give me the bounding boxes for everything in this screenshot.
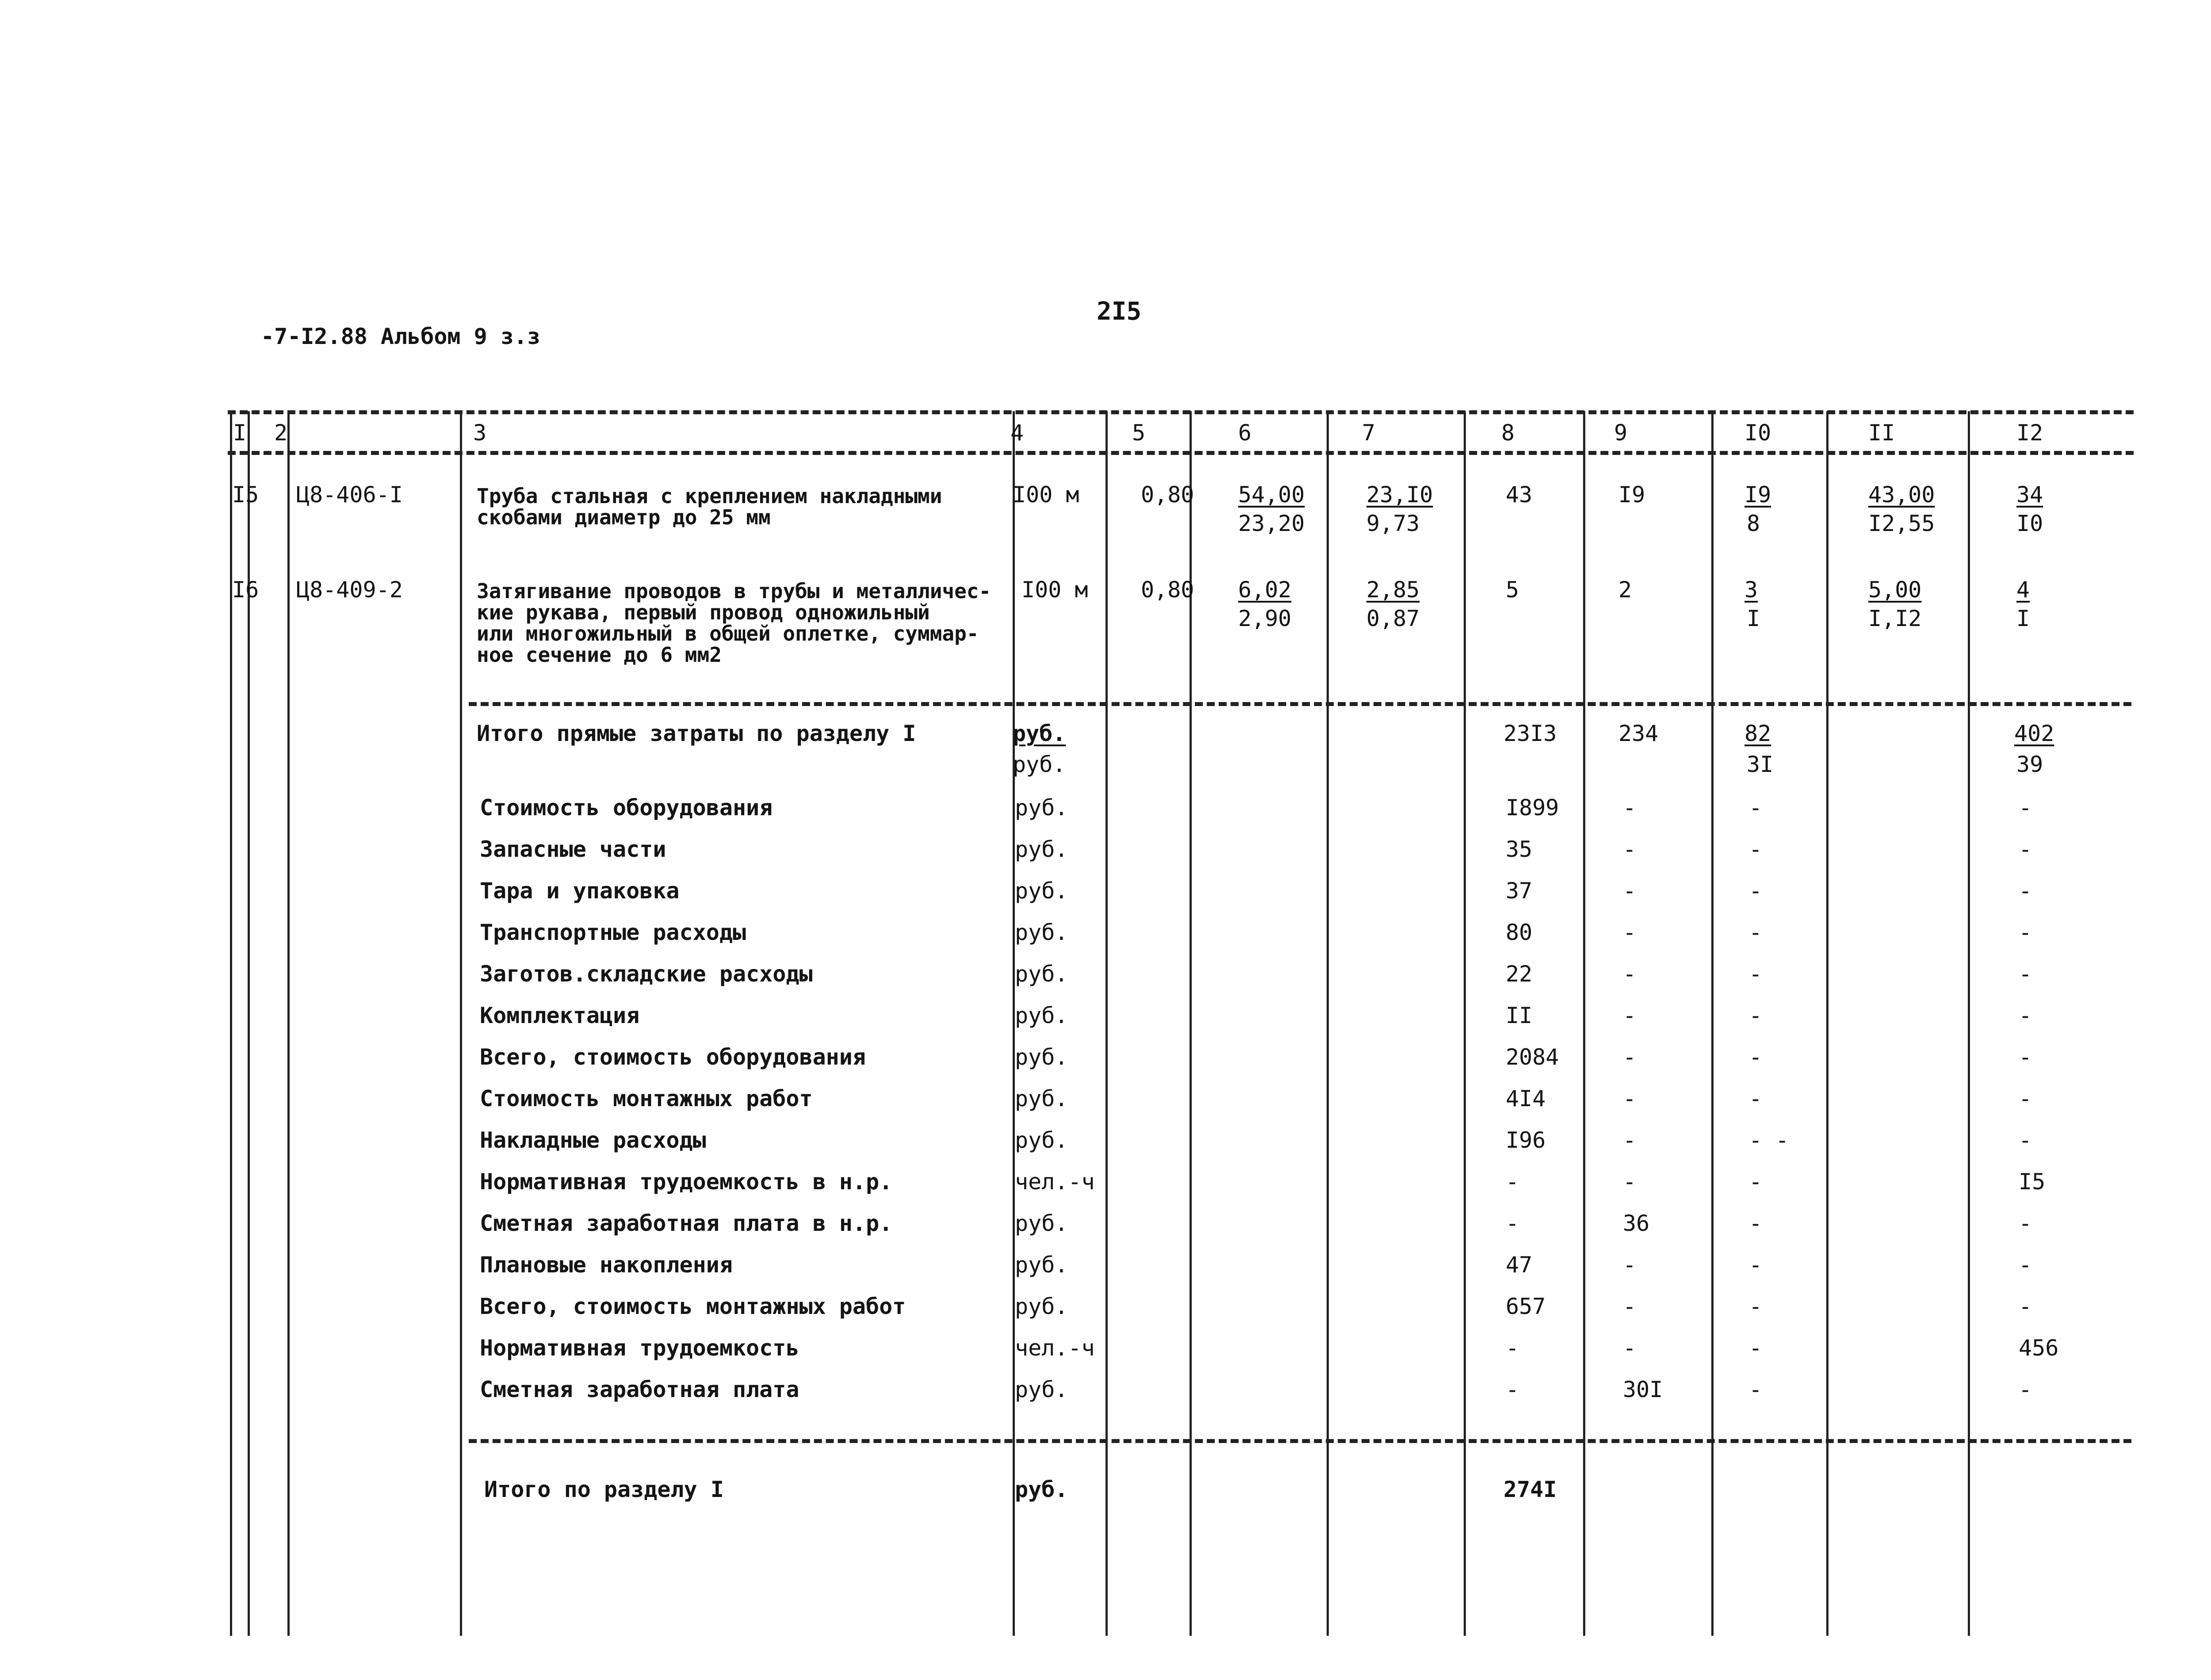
- col-rule-6: [1106, 411, 1108, 1636]
- summary-label: Комплектация: [480, 1003, 640, 1028]
- summary-labor: I5: [2019, 1169, 2046, 1195]
- header-top-rule: [228, 410, 2134, 414]
- summary-unit: руб.: [1015, 1127, 1068, 1153]
- summary-machines: -: [1749, 1377, 1763, 1402]
- summary-cost: -: [1506, 1210, 1519, 1236]
- summary-cost: -: [1506, 1377, 1519, 1402]
- summary-labor: -: [2019, 920, 2032, 945]
- summary-cost: -: [1506, 1169, 1519, 1195]
- machines-wages-total: I: [1747, 606, 1760, 631]
- unit: I00 м: [1013, 482, 1079, 508]
- summary-machines: -: [1749, 1169, 1763, 1195]
- col-header-10: I0: [1744, 420, 1771, 446]
- header-bottom-rule: [228, 451, 2134, 455]
- summary-cost: 2084: [1506, 1044, 1559, 1070]
- summary-label: Всего, стоимость монтажных работ: [480, 1294, 906, 1319]
- description-line: кие рукава, первый провод одножильный: [477, 600, 930, 624]
- summary-cost: 37: [1506, 878, 1533, 904]
- summary-cost: 22: [1506, 961, 1533, 987]
- description-line: Затягивание проводов в трубы и металличес-: [477, 579, 991, 603]
- total-direct-labor-machines: 39: [2016, 752, 2043, 777]
- rate-code: Ц8-409-2: [296, 577, 403, 603]
- col-rule-3: [287, 411, 290, 1636]
- unit-cost-machines: 23,I0: [1366, 482, 1433, 508]
- col-rule-9: [1464, 411, 1466, 1636]
- page-number: 2I5: [1097, 297, 1142, 326]
- unit-cost-wages: 2,90: [1238, 606, 1292, 631]
- summary-wages: -: [1623, 920, 1637, 945]
- machines-total: 3: [1744, 577, 1758, 603]
- col-header-9: 9: [1614, 420, 1628, 446]
- total-direct-machines: 82: [1744, 721, 1771, 746]
- summary-machines: -: [1749, 1086, 1763, 1111]
- summary-unit: чел.-ч: [1015, 1335, 1095, 1361]
- col-rule-4: [460, 411, 462, 1636]
- total-cost: 43: [1506, 482, 1533, 508]
- summary-cost: -: [1506, 1335, 1519, 1361]
- labor-total-machines: I0: [2016, 511, 2043, 536]
- summary-label: Тара и упаковка: [480, 878, 680, 904]
- description-line: или многожильный в общей оплетке, суммар-: [477, 622, 979, 645]
- summary-label: Накладные расходы: [480, 1127, 706, 1153]
- summary-label: Транспортные расходы: [480, 920, 746, 945]
- col-header-8: 8: [1501, 420, 1515, 446]
- summary-unit: руб.: [1015, 1252, 1068, 1278]
- summary-wages: -: [1623, 961, 1637, 987]
- total-direct-cost: 23I3: [1503, 721, 1557, 746]
- col-header-3: 3: [473, 420, 487, 446]
- col-header-6: 6: [1238, 420, 1252, 446]
- unit: I00 м: [1021, 577, 1088, 603]
- summary-cost: 657: [1506, 1294, 1546, 1319]
- summary-label: Стоимость оборудования: [480, 795, 773, 821]
- summary-cost: 47: [1506, 1252, 1533, 1278]
- col-header-2: 2: [274, 420, 288, 446]
- labor-unit-machines: I,I2: [1868, 606, 1922, 631]
- wages-total: 2: [1618, 577, 1632, 603]
- summary-labor: -: [2019, 878, 2032, 904]
- quantity: 0,80: [1141, 482, 1194, 508]
- labor-unit: 43,00: [1868, 482, 1935, 508]
- summary-wages: -: [1623, 1294, 1637, 1319]
- summary-machines: -: [1749, 1044, 1763, 1070]
- summary-machines: -: [1749, 878, 1763, 904]
- summary-labor: -: [2019, 1003, 2032, 1028]
- machines-wages-total: 8: [1747, 511, 1760, 536]
- summary-machines: -: [1749, 920, 1763, 945]
- summary-cost: 80: [1506, 920, 1533, 945]
- description-line: ное сечение до 6 мм2: [477, 643, 722, 667]
- quantity: 0,80: [1141, 577, 1194, 603]
- summary-cost: 4I4: [1506, 1086, 1546, 1111]
- col-header-4: 4: [1010, 420, 1024, 446]
- unit-cost-total: 6,02: [1238, 577, 1292, 603]
- col-header-1: I: [233, 420, 247, 446]
- summary-wages: -: [1623, 1127, 1637, 1153]
- unit-cost-wages: 23,20: [1238, 511, 1305, 536]
- summary-machines: - -: [1749, 1127, 1789, 1153]
- col-rule-13: [1968, 411, 1970, 1636]
- summary-wages: -: [1623, 836, 1637, 862]
- summary-wages: -: [1623, 1044, 1637, 1070]
- summary-machines: -: [1749, 1210, 1763, 1236]
- summary-wages: -: [1623, 795, 1637, 821]
- work-description: [477, 580, 991, 665]
- col-header-5: 5: [1132, 420, 1146, 446]
- summary-label: Плановые накопления: [480, 1252, 733, 1278]
- summary-wages: -: [1623, 878, 1637, 904]
- summary-unit: руб.: [1015, 1086, 1068, 1111]
- summary-wages: -: [1623, 1086, 1637, 1111]
- col-rule-11: [1711, 411, 1714, 1636]
- summary-unit: руб.: [1015, 961, 1068, 987]
- total-direct-machines-wages: 3I: [1747, 752, 1774, 777]
- labor-unit: 5,00: [1868, 577, 1922, 603]
- col-rule-12: [1826, 411, 1828, 1636]
- wages-total: I9: [1618, 482, 1645, 508]
- summary-unit: руб.: [1015, 1003, 1068, 1028]
- summary-labor: 456: [2019, 1335, 2059, 1361]
- summary-wages: 30I: [1623, 1377, 1663, 1402]
- col-rule-10: [1583, 411, 1585, 1636]
- summary-label: Стоимость монтажных работ: [480, 1086, 813, 1111]
- summary-machines: -: [1749, 961, 1763, 987]
- rate-code: Ц8-406-I: [296, 482, 403, 508]
- summary-label: Сметная заработная плата в н.р.: [480, 1210, 893, 1236]
- row-number: I5: [232, 482, 259, 508]
- unit-cost-total: 54,00: [1238, 482, 1305, 508]
- summary-unit: руб.: [1015, 920, 1068, 945]
- summary-label: Всего, стоимость оборудования: [480, 1044, 866, 1070]
- section-total-label: Итого по разделу I: [484, 1477, 724, 1502]
- description-line: Труба стальная с креплением накладными: [477, 484, 942, 508]
- labor-total-machines: I: [2016, 606, 2030, 631]
- unit-cost-machines-wages: 9,73: [1366, 511, 1420, 536]
- summary-machines: -: [1749, 836, 1763, 862]
- summary-labor: -: [2019, 1252, 2032, 1278]
- summary-cost: 35: [1506, 836, 1533, 862]
- summary-machines: -: [1749, 1003, 1763, 1028]
- labor-total: 4: [2016, 577, 2030, 603]
- summary-labor: -: [2019, 1086, 2032, 1111]
- total-direct-wages: 234: [1618, 721, 1659, 746]
- summary-label: Сметная заработная плата: [480, 1377, 799, 1402]
- summary-labor: -: [2019, 1210, 2032, 1236]
- col-header-7: 7: [1362, 420, 1376, 446]
- items-end-rule: [469, 702, 2131, 706]
- summary-label: Запасные части: [480, 836, 666, 862]
- summary-label: Нормативная трудоемкость в н.р.: [480, 1169, 893, 1195]
- summary-unit: руб.: [1015, 1210, 1068, 1236]
- summary-unit: руб.: [1015, 795, 1068, 821]
- summary-label: Заготов.складские расходы: [480, 961, 813, 987]
- summary-labor: -: [2019, 795, 2032, 821]
- summary-machines: -: [1749, 795, 1763, 821]
- summary-wages: -: [1623, 1252, 1637, 1278]
- summary-wages: -: [1623, 1335, 1637, 1361]
- summary-end-rule: [469, 1439, 2131, 1443]
- summary-machines: -: [1749, 1335, 1763, 1361]
- row-number: I6: [232, 577, 259, 603]
- summary-labor: -: [2019, 1044, 2032, 1070]
- unit-cost-machines: 2,85: [1366, 577, 1420, 603]
- unit-cost-machines-wages: 0,87: [1366, 606, 1420, 631]
- summary-cost: I899: [1506, 795, 1559, 821]
- col-header-12: I2: [2016, 420, 2043, 446]
- col-header-11: II: [1868, 420, 1895, 446]
- summary-machines: -: [1749, 1294, 1763, 1319]
- summary-labor: -: [2019, 836, 2032, 862]
- summary-labor: -: [2019, 961, 2032, 987]
- total-direct-unit: руб.: [1013, 721, 1066, 746]
- machines-total: I9: [1744, 482, 1771, 508]
- summary-labor: -: [2019, 1377, 2032, 1402]
- summary-unit: руб.: [1015, 1377, 1068, 1402]
- summary-unit: руб.: [1015, 878, 1068, 904]
- col-rule-8: [1327, 411, 1329, 1636]
- section-total-unit: руб.: [1015, 1477, 1068, 1502]
- summary-wages: 36: [1623, 1210, 1650, 1236]
- summary-unit: руб.: [1015, 836, 1068, 862]
- summary-unit: руб.: [1015, 1044, 1068, 1070]
- total-direct-unit-2: руб.: [1013, 752, 1066, 777]
- total-cost: 5: [1506, 577, 1519, 603]
- work-description: [477, 485, 942, 528]
- summary-unit: руб.: [1015, 1294, 1068, 1319]
- summary-wages: -: [1623, 1003, 1637, 1028]
- summary-cost: I96: [1506, 1127, 1546, 1153]
- total-direct-label: Итого прямые затраты по разделу I: [477, 721, 916, 746]
- document-code: -7-I2.88 Альбом 9 з.з: [261, 324, 541, 349]
- summary-machines: -: [1749, 1252, 1763, 1278]
- section-total-cost: 274I: [1503, 1477, 1557, 1502]
- summary-labor: -: [2019, 1127, 2032, 1153]
- summary-wages: -: [1623, 1169, 1637, 1195]
- description-line: скобами диаметр до 25 мм: [477, 505, 771, 529]
- summary-unit: чел.-ч: [1015, 1169, 1095, 1195]
- total-direct-labor: 402: [2014, 721, 2054, 746]
- summary-label: Нормативная трудоемкость: [480, 1335, 799, 1361]
- summary-cost: II: [1506, 1003, 1533, 1028]
- labor-unit-machines: I2,55: [1868, 511, 1935, 536]
- summary-labor: -: [2019, 1294, 2032, 1319]
- labor-total: 34: [2016, 482, 2043, 508]
